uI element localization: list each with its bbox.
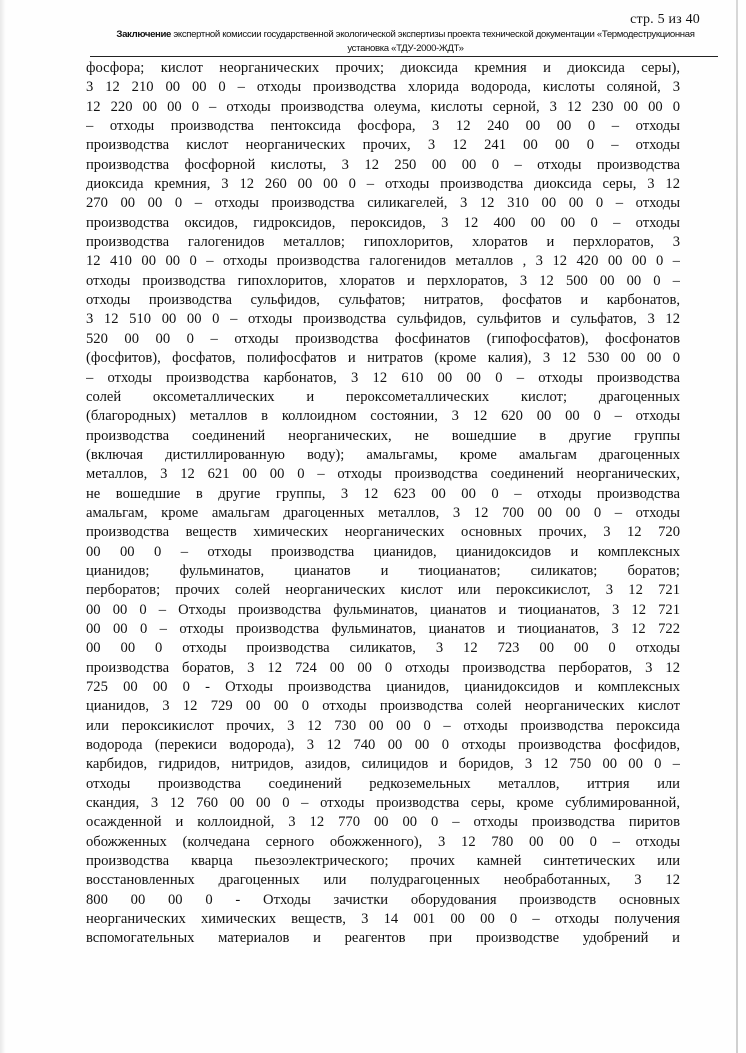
body-line: производства соединений неорганических, не вошедшие в другие группы: [86, 427, 680, 444]
body-text: [86, 59, 680, 949]
body-line: обожженных (колчедана серного обожженного), 3 12 780 00 00 0 – отходы: [86, 833, 680, 850]
scan-edge-shade: [0, 0, 6, 1053]
body-line: – отходы производства карбонатов, 3 12 610 00 00 0 – отходы производства: [86, 369, 680, 386]
page-number: стр. 5 из 40: [630, 12, 700, 27]
body-line: отходы производства гипохлоритов, хлоратов и перхлоратов, 3 12 500 00 00 0 –: [86, 272, 680, 289]
body-line: отходы производства соединений редкоземельных металлов, иттрия или: [86, 775, 680, 792]
running-header-text: экспертной комиссии государственной экологической экспертизы проекта технической документации «Термодеструкционная: [171, 29, 695, 40]
body-line: восстановленных драгоценных или полудрагоценных необработанных, 3 12: [86, 872, 680, 889]
body-line: (благородных) металлов в коллоидном состоянии, 3 12 620 00 00 0 – отходы: [86, 408, 680, 425]
body-line: 520 00 00 0 – отходы производства фосфинатов (гипофосфатов), фосфонатов: [86, 330, 680, 347]
running-header-lead: Заключение: [116, 29, 172, 40]
body-line: производства оксидов, гидроксидов, пероксидов, 3 12 400 00 00 0 – отходы: [86, 214, 680, 231]
body-line: фосфора; кислот неорганических прочих; диоксида кремния и диоксида серы),: [86, 60, 680, 76]
body-line: карбидов, гидридов, нитридов, азидов, силицидов и боридов, 3 12 750 00 00 0 –: [86, 756, 680, 773]
body-line: скандия, 3 12 760 00 00 0 – отходы производства серы, кроме сублимированной,: [86, 795, 680, 812]
body-line: водорода (перекиси водорода), 3 12 740 00 00 0 отходы производства фосфидов,: [86, 737, 680, 754]
body-line: амальгам, кроме амальгам драгоценных металлов, 3 12 700 00 00 0 – отходы: [86, 504, 680, 521]
body-line: отходы производства сульфидов, сульфатов; нитратов, фосфатов и карбонатов,: [86, 292, 680, 309]
body-line: неорганических химических веществ, 3 14 001 00 00 0 – отходы получения: [86, 911, 680, 928]
body-line: – отходы производства пентоксида фосфора, 3 12 240 00 00 0 – отходы: [86, 118, 680, 135]
body-line: 00 00 0 отходы производства силикатов, 3 12 723 00 00 0 отходы: [86, 640, 680, 657]
body-line: производства боратов, 3 12 724 00 00 0 отходы производства перборатов, 3 12: [86, 659, 680, 676]
running-header: [95, 28, 716, 56]
body-line: (фосфитов), фосфатов, полифосфатов и нитратов (кроме калия), 3 12 530 00 00 0: [86, 350, 680, 367]
body-line: производства галогенидов металлов; гипохлоритов, хлоратов и перхлоратов, 3: [86, 234, 680, 251]
body-line: 12 220 00 00 0 – отходы производства олеума, кислоты серной, 3 12 230 00 00 0: [86, 98, 680, 115]
body-line: 800 00 00 0 - Отходы зачистки оборудования производств основных: [86, 891, 680, 908]
body-line: 00 00 0 – Отходы производства фульминатов, цианатов и тиоцианатов, 3 12 721: [86, 601, 680, 618]
body-line: производства кислот неорганических прочих, 3 12 241 00 00 0 – отходы: [86, 137, 680, 154]
body-line: вспомогательных материалов и реагентов при производстве удобрений и: [86, 930, 680, 947]
body-line: производства фосфорной кислоты, 3 12 250 00 00 0 – отходы производства: [86, 156, 680, 173]
body-line: 3 12 510 00 00 0 – отходы производства сульфидов, сульфитов и сульфатов, 3 12: [86, 311, 680, 328]
header-divider: [90, 56, 718, 57]
body-line: 00 00 0 – отходы производства цианидов, цианидоксидов и комплексных: [86, 543, 680, 560]
body-line: металлов, 3 12 621 00 00 0 – отходы производства соединений неорганических,: [86, 466, 680, 483]
body-line: (включая дистиллированную воду); амальгамы, кроме амальгам драгоценных: [86, 446, 680, 463]
body-line: цианидов; фульминатов, цианатов и тиоцианатов; силикатов; боратов;: [86, 562, 680, 579]
body-line: цианидов, 3 12 729 00 00 0 отходы производства солей неорганических кислот: [86, 698, 680, 715]
body-line: диоксида кремния, 3 12 260 00 00 0 – отходы производства диоксида серы, 3 12: [86, 176, 680, 193]
body-line: осажденной и коллоидной, 3 12 770 00 00 0 – отходы производства пиритов: [86, 814, 680, 831]
body-line: или пероксикислот прочих, 3 12 730 00 00 0 – отходы производства пероксида: [86, 717, 680, 734]
body-line: производства кварца пьезоэлектрического; прочих камней синтетических или: [86, 853, 680, 870]
body-line: 00 00 0 – отходы производства фульминатов, цианатов и тиоцианатов, 3 12 722: [86, 620, 680, 637]
body-line: 725 00 00 0 - Отходы производства цианидов, цианидоксидов и комплексных: [86, 679, 680, 695]
body-line: производства веществ химических неорганических основных прочих, 3 12 720: [86, 524, 680, 541]
scan-right-edge: [736, 0, 738, 1053]
body-line: солей оксометаллических и пероксометаллических кислот; драгоценных: [86, 388, 680, 405]
body-line: 3 12 210 00 00 0 – отходы производства хлорида водорода, кислоты соляной, 3: [86, 79, 680, 96]
running-header-line2: установка «ТДУ-2000-ЖДТ»: [347, 43, 464, 54]
body-line: перборатов; прочих солей неорганических кислот или пероксикислот, 3 12 721: [86, 582, 680, 599]
body-line: не вошедшие в другие группы, 3 12 623 00 00 0 – отходы производства: [86, 485, 680, 502]
body-line: 12 410 00 00 0 – отходы производства галогенидов металлов , 3 12 420 00 00 0 –: [86, 253, 680, 270]
body-line: 270 00 00 0 – отходы производства силикагелей, 3 12 310 00 00 0 – отходы: [86, 195, 680, 212]
